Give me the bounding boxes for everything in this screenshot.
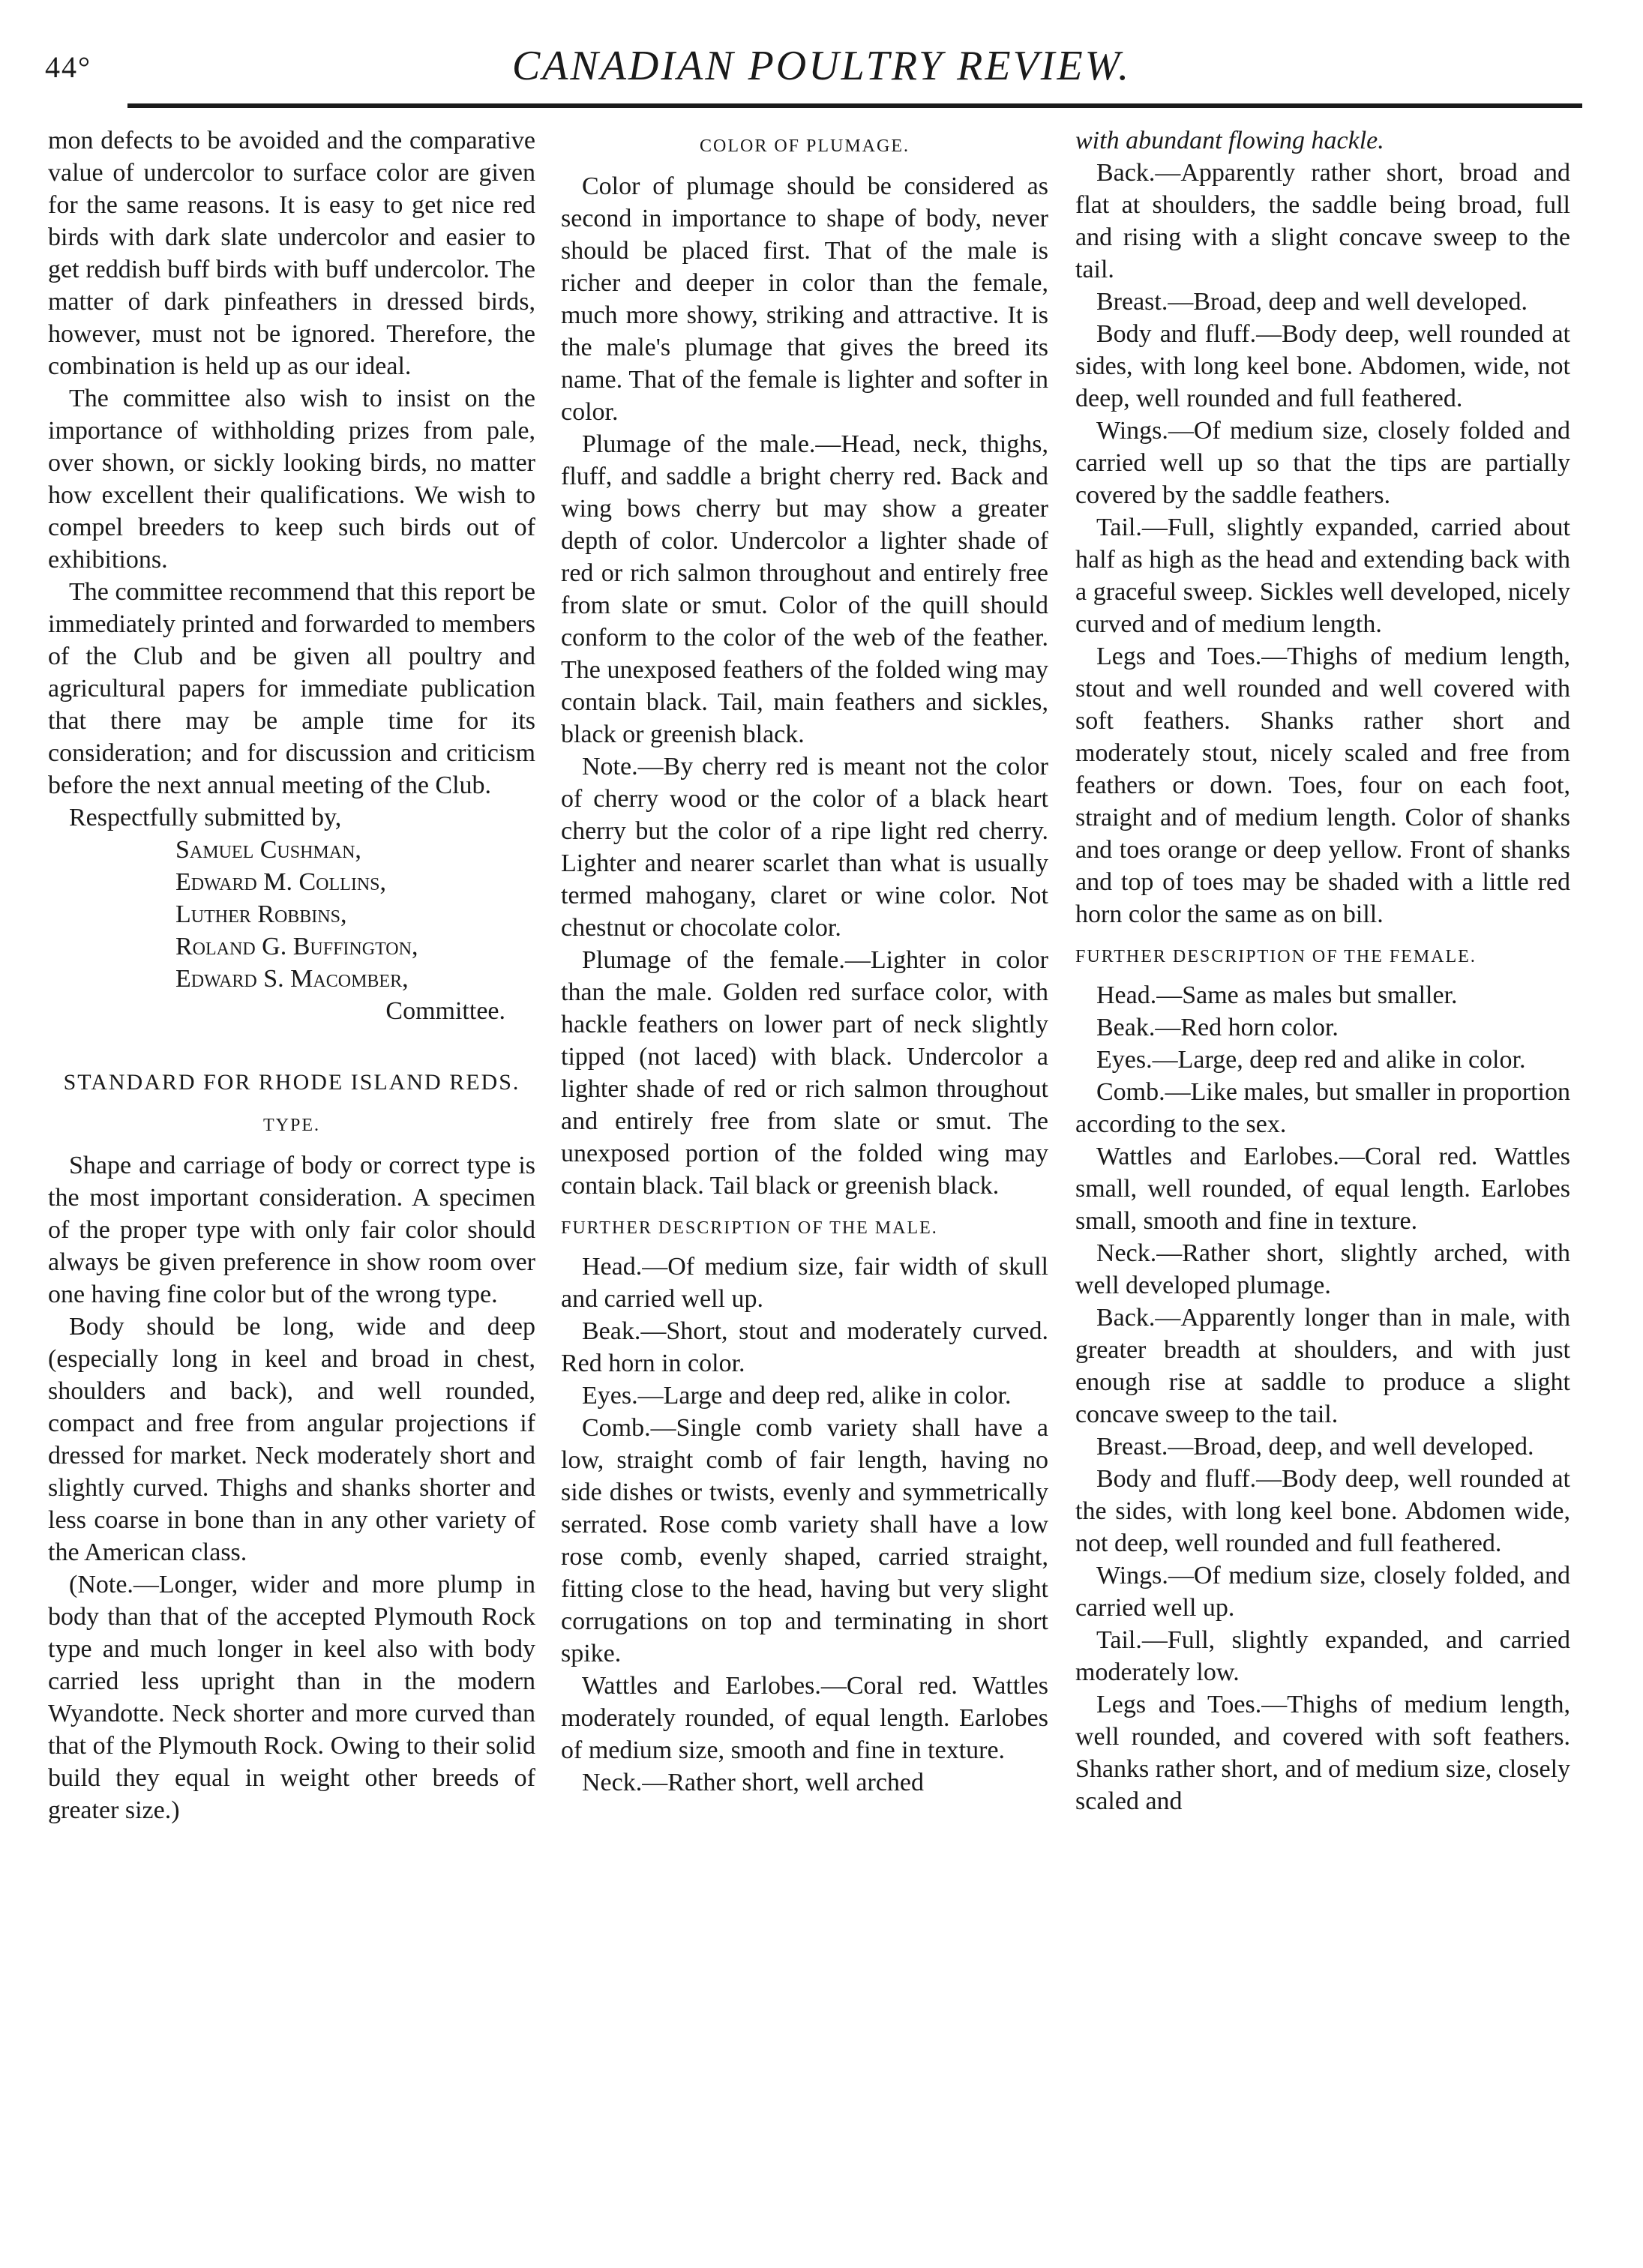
signer-list (175, 834, 535, 995)
paragraph: Shape and carriage of body or correct type is the most important consideration. A specimen of the proper type with only fair color should always be given preference in show room over one having fine color but of the wrong type. (48, 1152, 535, 1308)
paragraph: Wattles and Earlobes.—Coral red. Wattles moderately rounded, of equal length. Earlobes of medium size, smooth and fine in texture. (561, 1672, 1048, 1764)
signer-name: Samuel Cushman, (175, 836, 361, 864)
paragraph: Wings.—Of medium size, closely folded, and carried well up. (1075, 1562, 1570, 1622)
paragraph: Beak.—Short, stout and moderately curved. Red horn in color. (561, 1317, 1048, 1377)
paragraph: Legs and Toes.—Thighs of medium length, well rounded, and covered with soft feathers. Shanks rather short, and of medium size, closely scaled and (1075, 1691, 1571, 1815)
paragraph: Plumage of the male.—Head, neck, thighs, fluff, and saddle a bright cherry red. Back and wing bows cherry but may show a greater depth of color. Undercolor a lighter shade of red or rich salmon throughout and entirely free from slate or smut. Color of the quill should conform to the color of the web of the feather. The unexposed feathers of the folded wing may contain black. Tail, main feathers and sickles, black or greenish black. (561, 430, 1048, 748)
paragraph: Back.—Apparently longer than in male, with greater breadth at shoulders, and with just enough rise at saddle to produce a slight concave sweep to the tail. (1075, 1304, 1570, 1428)
paragraph: Comb.—Like males, but smaller in proportion according to the sex. (1075, 1078, 1570, 1138)
paragraph: Plumage of the female.—Lighter in color than the male. Golden red surface color, with hackle feathers on lower part of neck slightly tipped (not laced) with black. Undercolor a lighter shade of red or rich salmon throughout and entirely free from slate or smut. The unexposed portion of the folded wing may contain black. Tail black or greenish black. (561, 946, 1048, 1200)
paragraph: Tail.—Full, slightly expanded, carried about half as high as the head and extending back with a graceful sweep. Sickles well developed, nicely curved and of medium length. (1075, 514, 1570, 638)
page-number: 44° (45, 50, 91, 84)
paragraph: Breast.—Broad, deep, and well developed. (1096, 1433, 1534, 1461)
paragraph: Legs and Toes.—Thighs of medium length, stout and well rounded and well covered with soft feathers. Shanks rather short and moderately stout, nicely scaled and free from feathers or down. Toes, four on each foot, straight and of medium length. Color of shanks and toes orange or deep yellow. Front of shanks and top of toes may be shaded with a little red horn color the same as on bill. (1075, 643, 1570, 928)
paragraph: Eyes.—Large and deep red, alike in color. (582, 1382, 1012, 1410)
paragraph: The committee recommend that this report be immediately printed and forwarded to members of the Club and be given all poultry and agricultural papers for immediate publication that there may be ample time for its consideration; and for discussion and criticism before the next annual meeting of the Club. (48, 578, 535, 799)
section-heading-type: TYPE. (263, 1116, 320, 1135)
signer-name: Edward S. Macomber, (175, 965, 409, 993)
paragraph: Wattles and Earlobes.—Coral red. Wattles small, well rounded, of equal length. Earlobes small, smooth and fine in texture. (1075, 1143, 1570, 1235)
paragraph: Head.—Same as males but smaller. (1096, 981, 1458, 1009)
signer-name: Edward M. Collins, (175, 868, 386, 896)
paragraph: Back.—Apparently rather short, broad and flat at shoulders, the saddle being broad, full and rising with a slight concave sweep to the tail. (1075, 159, 1570, 283)
section-heading-female: FURTHER DESCRIPTION OF THE FEMALE. (1075, 947, 1477, 966)
paragraph: Note.—By cherry red is meant not the color of cherry wood or the color of a black heart cherry but the color of a ripe light red cherry. Lighter and nearer scarlet than what is usually termed mahogany, claret or wine color. Not chestnut or chocolate color. (561, 753, 1048, 942)
section-heading-standard: STANDARD FOR RHODE ISLAND REDS. (63, 1070, 520, 1095)
signer-name: Luther Robbins, (175, 900, 347, 928)
section-heading-color: COLOR OF PLUMAGE. (699, 136, 910, 156)
paragraph: mon defects to be avoided and the comparative value of undercolor to surface color are given for the same reasons. It is easy to get nice red birds with dark slate undercolor and easier to get reddish buff birds with buff undercolor. The matter of dark pinfeathers in dressed birds, however, must not be ignored. Therefore, the combination is held up as our ideal. (48, 127, 535, 380)
paragraph: Wings.—Of medium size, closely folded and carried well up so that the tips are partially covered by the saddle feathers. (1075, 417, 1570, 509)
signer-name: Roland G. Buffington, (175, 933, 418, 960)
signoff-line: Respectfully submitted by, (69, 804, 342, 831)
paragraph: Color of plumage should be considered as second in importance to shape of body, never should be placed first. That of the male is richer and deeper in color than the female, much more showy, striking and attractive. It is the male's plumage that gives the breed its name. That of the female is lighter and softer in color. (561, 172, 1048, 426)
running-head-title: CANADIAN POULTRY REVIEW. (511, 43, 1132, 89)
paragraph: with abundant flowing hackle. (1075, 127, 1384, 154)
paragraph: Tail.—Full, slightly expanded, and carried moderately low. (1075, 1626, 1570, 1686)
section-heading-male: FURTHER DESCRIPTION OF THE MALE. (561, 1218, 938, 1238)
paragraph: Eyes.—Large, deep red and alike in color. (1096, 1046, 1526, 1074)
paragraph: Body should be long, wide and deep (especially long in keel and broad in chest, shoulders and back), and well rounded, compact and free from angular projections if dressed for market. Neck moderately short and slightly curved. Thighs and shanks shorter and less coarse in bone than in any other variety of the American class. (48, 1313, 535, 1566)
paragraph: The committee also wish to insist on the importance of withholding prizes from pale, over shown, or sickly looking birds, no matter how excellent their qualifications. We wish to compel breeders to keep such birds out of exhibitions. (48, 385, 535, 574)
paragraph: Head.—Of medium size, fair width of skull and carried well up. (561, 1253, 1048, 1313)
header-rule (127, 103, 1582, 108)
paragraph: Breast.—Broad, deep and well developed. (1096, 288, 1528, 316)
paragraph: Neck.—Rather short, well arched (582, 1769, 924, 1796)
paragraph: Beak.—Red horn color. (1096, 1014, 1339, 1041)
column-2 (561, 124, 1048, 1799)
column-3 (1075, 124, 1570, 1817)
paragraph: (Note.—Longer, wider and more plump in body than that of the accepted Plymouth Rock type and much longer in keel also with body carried less upright than in the modern Wyandotte. Neck shorter and more curved than that of the Plymouth Rock. Owing to their solid build they equal in weight other breeds of greater size.) (48, 1571, 535, 1824)
paragraph: Neck.—Rather short, slightly arched, with well developed plumage. (1075, 1239, 1570, 1299)
committee-label: Committee. (385, 997, 505, 1025)
paragraph: Body and fluff.—Body deep, well rounded at sides, with long keel bone. Abdomen, wide, not deep, well rounded and full feathered. (1075, 320, 1570, 412)
paragraph: Comb.—Single comb variety shall have a low, straight comb of fair length, having no side dishes or twists, evenly and symmetrically serrated. Rose comb variety shall have a low rose comb, evenly shaped, carried straight, fitting close to the head, having but very slight corrugations on top and terminating in short spike. (561, 1414, 1048, 1667)
column-1 (48, 124, 535, 1826)
paragraph: Body and fluff.—Body deep, well rounded at the sides, with long keel bone. Abdomen wide, not deep, well rounded and full feathered. (1075, 1465, 1570, 1557)
